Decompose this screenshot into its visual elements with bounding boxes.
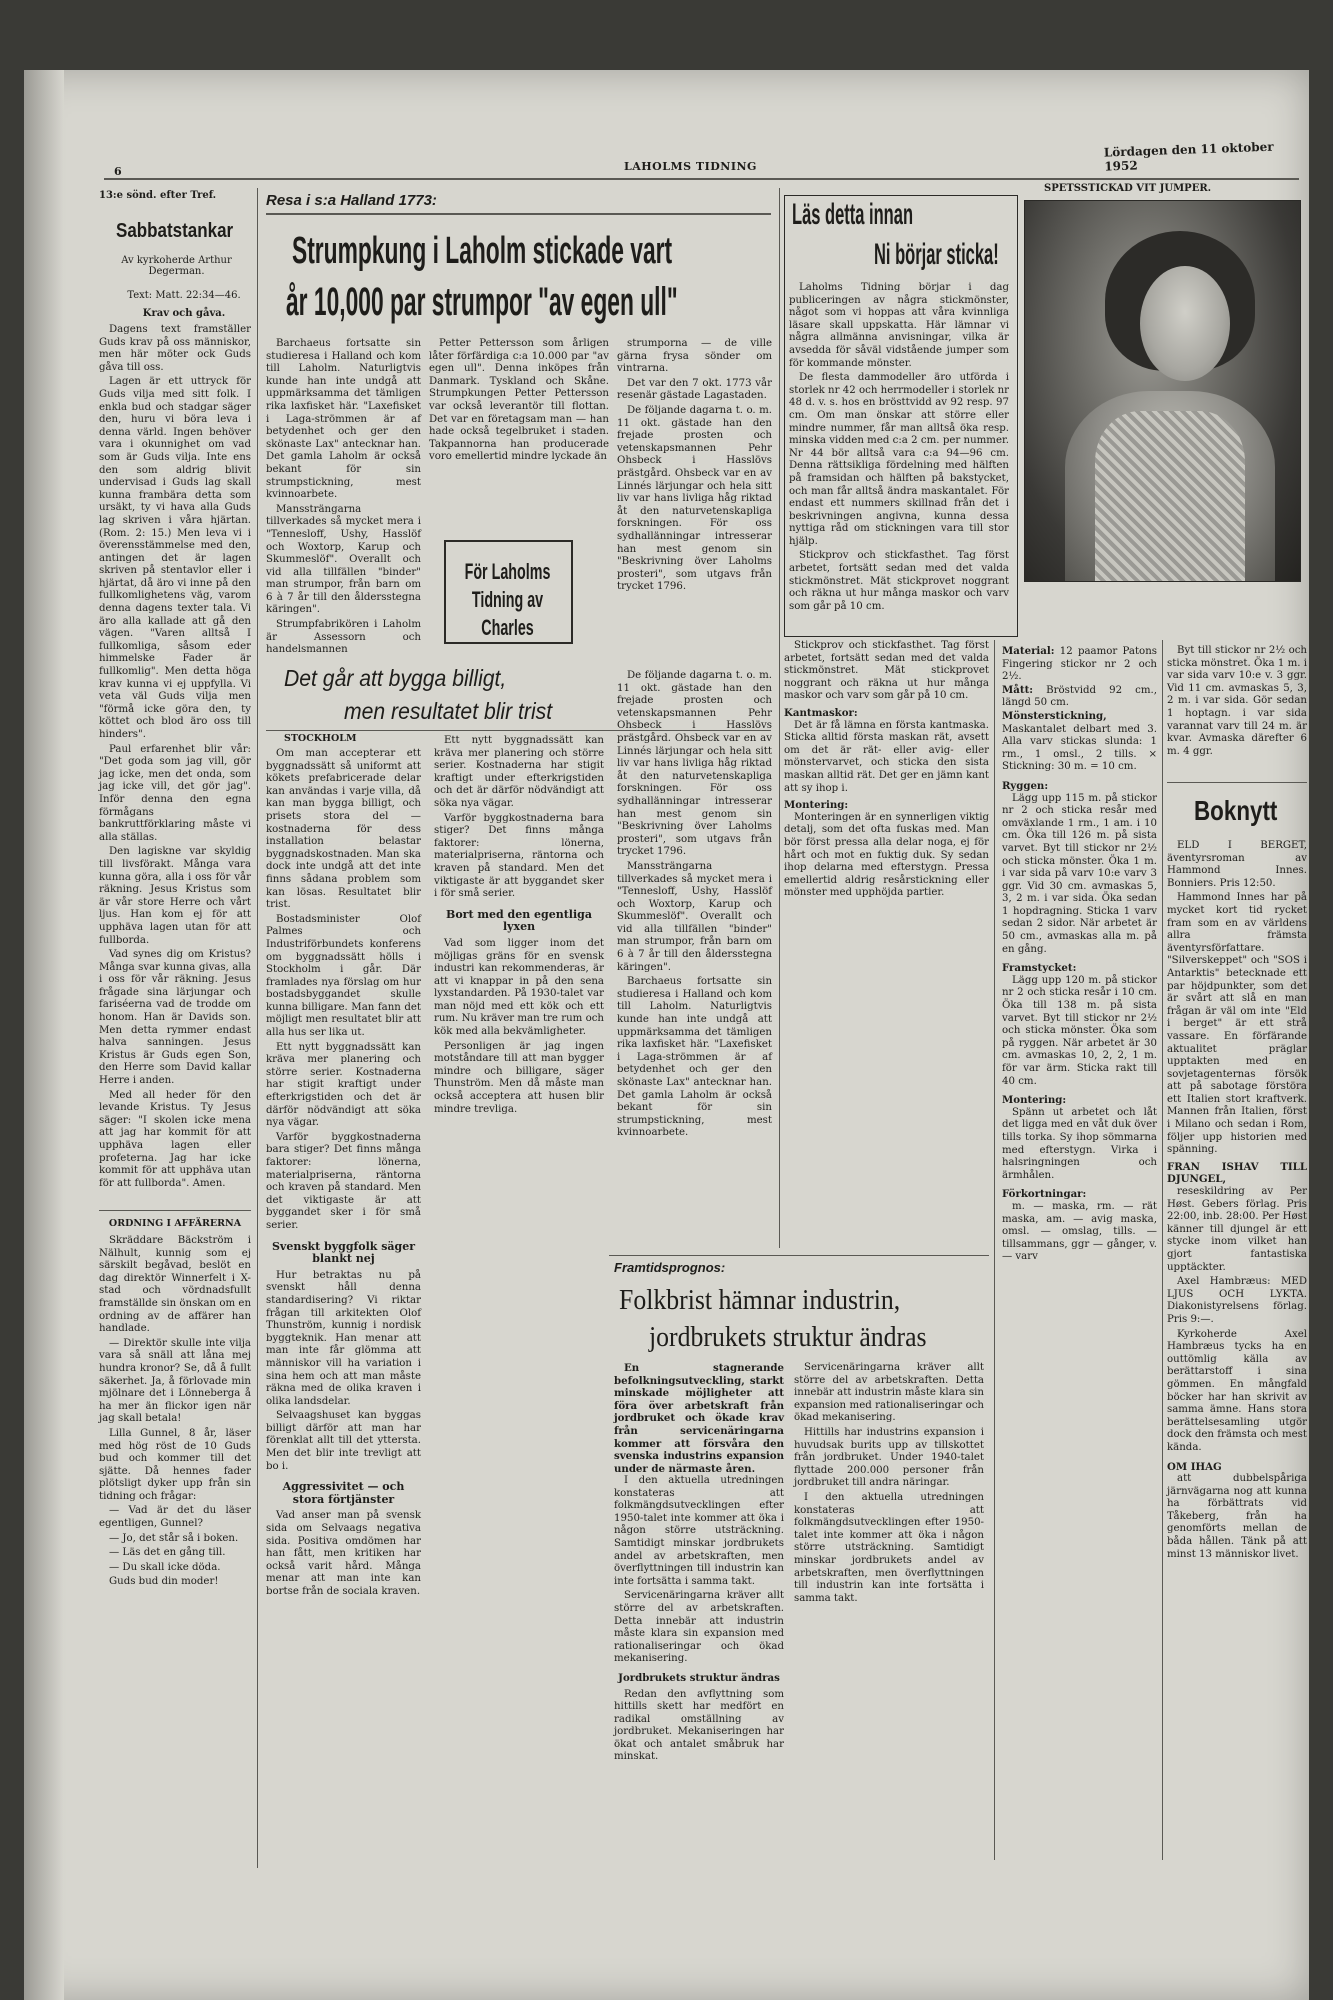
lasdetta-paragraph: De flesta dammodeller äro utförda i storlek nr 42 och herrmodeller i storlek nr 48 d. v. s. hos en brösttvidd av 92 resp. 97 cm. Om man önskar att större eller mindre nummer, får man alltså öka resp. minska vidden med c:a 2 cm. per nummer. Nr 44 bör alltså vara c:a 94—96 cm. Denna rättsikliga fördelning med hälften på framsidan och hälften på bakstycket, och man får alltså ändra maskantalet. För endast ett nummers skillnad från det i beskrivningen angivna, kunna dessa nyttiga råd om stickningen vara till stor hjälp. xyxy=(789,372,1009,547)
ordning-body xyxy=(99,1235,251,1835)
strump-paragraph: Petter Pettersson som årligen låter förfärdiga c:a 10.000 par "av egen ull". Denna inköpes från Danmark. Tyskland och Skåne. Strumpkungen Petter Pettersson var också leverantör till flottan. Det var en företagsam man — han hade också tegelbruket i staden. Takpannorna han producerade voro emellertid mindre lyckade än xyxy=(429,338,609,463)
jumper-right-text xyxy=(1167,645,1307,775)
bygga-col-1 xyxy=(266,748,421,1858)
sabbat-paragraph: Paul erfarenhet blir vår: "Det goda som jag vill, gör jag icke, men det onda, som jag icke vill, det gör jag". Inför denna den egna förmågans bankruttförklaring måste vi alla ställas. xyxy=(99,743,251,843)
bygga-paragraph: Varför byggkostnaderna bara stiger? Det finns många faktorer: lönerna, materialpriserna, räntorna och kraven på standard. Men det viktigaste är att byggandet sker i för små serier. xyxy=(266,1131,421,1231)
newspaper-page xyxy=(24,70,1309,2000)
lasdetta-paragraph: Laholms Tidning börjar i dag publiceringen av några stickmönster, något som vi hoppas att våra kvinnliga läsare skall uppskatta. Här lämnar vi några allmänna anvisningar, vilka är avsedda för såväl vidstående jumper som för kommande mönster. xyxy=(789,282,1009,369)
column-rule xyxy=(994,640,995,1860)
framtid-kicker: Framtidsprognos: xyxy=(614,1260,726,1275)
strump-paragraph: Strumpfabrikören i Laholm är Assessorn och handelsmannen xyxy=(266,619,421,656)
boknytt-rule xyxy=(1167,782,1307,783)
sabbat-paragraph: Dagens text framställer Guds krav på oss människor, men här möter ock Guds gåva till oss. xyxy=(99,324,251,373)
material-heading: Material: xyxy=(1002,645,1055,657)
framtid-col-2 xyxy=(794,1362,984,1852)
monster-heading: Mönsterstickning, xyxy=(1002,709,1107,722)
bygga-subhead-3: Bort med den egentliga lyxen xyxy=(446,907,592,934)
sabbat-kicker: 13:e sönd. efter Tref. xyxy=(99,190,217,201)
jumper-montering-heading: Montering: xyxy=(1002,1094,1067,1107)
ordning-paragraph: — Du skall icke döda. xyxy=(109,1561,221,1573)
strump-paragraph: Barchaeus fortsatte sin studieresa i Halland och kom till Laholm. Naturligtvis kunde han inte undgå att uppmärksamma det tämligen rika laxfisket här. "Laxefisket i Laga-strömmen är af betydenhet och ger den skönaste Lax" antecknar han. Det gamla Laholm är också bekant för sin strumpstickning, mest kvinnoarbete. xyxy=(266,338,421,501)
sabbat-text-ref: Text: Matt. 22:34—46. xyxy=(127,290,241,301)
ordning-paragraph: Lilla Gunnel, 8 år, läser med hög röst de 10 Guds bud och kommer till det sjätte. Då hennes fader plötsligt dyker upp från sin tidning och frågar: xyxy=(99,1427,251,1502)
jumper-instructions xyxy=(1002,645,1157,1855)
lasdetta-title-2: Ni börjar sticka! xyxy=(874,238,999,271)
framtid-paragraph: Servicenäringarna kräver allt större del av arbetskraften. Detta innebär att industrin måste klara sin expansion med rationaliseringar och ökad mekanisering. xyxy=(614,1590,784,1665)
column-rule xyxy=(1162,640,1163,1860)
jumper-right-paragraph: Byt till stickor nr 2½ och sticka mönstret. Öka 1 m. i var sida varv 10:e v. 3 ggr. Vid 11 cm. avmaskas 5, 3, 2 m. i var sida. Gör sedan 1 hoptagn. i var sida varannat varv till 24 m. är kvar. Avmaska därefter 6 m. 4 ggr. xyxy=(1167,645,1307,757)
jumper-montering-text: Spänn ut arbetet och låt det ligga med en våt duk över tills torka. Sy ihop sömmarna med efterstygn. Virka i halsringningen och ärmhålen. xyxy=(1002,1106,1157,1181)
masthead-rule xyxy=(104,178,1299,180)
ordning-paragraph: — Direktör skulle inte vilja vara så snäll att låna mej hundra kronor? Se, då å fullt säkerhet. Ja, å förlovade min mjölnare det i Lönneberga å ha mer än flickor igen när jag skall betala! xyxy=(99,1337,251,1425)
strump-paragraph: Det var den 7 okt. 1773 vår resenär gästade Lagastaden. xyxy=(617,377,772,402)
forkortningar-heading: Förkortningar: xyxy=(1002,1188,1087,1201)
strump-col-1 xyxy=(266,338,421,656)
sabbat-paragraph: Den lagiskne var skyldig till livsförakt. Många vara kunna göra, alla i oss för vår räkning. Jesus Kristus som är vår store Herre och vårt ljus. Han kom ej för att upphäva lagen utan för att fullborda. xyxy=(99,846,251,946)
framtid-rule xyxy=(609,1255,989,1256)
framtid-subhead: Jordbrukets struktur ändras xyxy=(618,1671,780,1684)
strump-headline-1: Strumpkung i Laholm stickade vart xyxy=(292,230,673,272)
om-ihag-text: att dubbelspåriga järnvägarna nog att kunna ha förbättrats vid Tåkeberg, från ha genomförts mellan de båda hållen. Tänk på att minst 13 människor livet. xyxy=(1167,1473,1307,1560)
page-number: 6 xyxy=(114,165,122,178)
ryggen-text: Lägg upp 115 m. på stickor nr 2 och sticka resår med omväxlande 1 rm., 1 am. i 10 cm. Öka till 126 m. på sista varvet. Byt till stickor nr 2½ och sticka mönster. Öka 1 m. i var sida på varv 10:e varv 3 ggr. Vid 30 cm. avmaskas 5, 3, 2 m. i var sida. Öka sedan 1 hopdragning. Sticka 1 varv sedan 2 sidor. När arbetet är 50 cm., avmaskas alla m. på en gång. xyxy=(1002,792,1157,955)
strump-insert-title: För Laholms Tidning av Charles xyxy=(464,559,551,640)
bygga-headline-1: Det går att bygga billigt, xyxy=(284,665,507,691)
ishav-title: FRAN ISHAV TILL DJUNGEL, xyxy=(1167,1160,1307,1186)
bygga-paragraph: Ett nytt byggnadssätt kan kräva mer planering och större serier. Kostnaderna har stigit kraftigt under efterkrigstiden och det är därför nödvändigt att söka nya vägar. xyxy=(434,735,604,809)
strump-paragraph: De följande dagarna t. o. m. 11 okt. gästade han den frejade prosten och vetenskapsmannen Pehr Ohsbeck i Hasslövs prästgård. Ohsbeck var en av Linnés lärjungar och hela sitt liv var hans livliga håg riktad åt den naturvetenskapliga forskningen. För oss sydhallänningar intresserar han mest genom sin "Beskrivning över Laholms prosteri", som utgavs från trycket 1796. xyxy=(617,670,772,858)
strump-kicker-rule xyxy=(266,213,771,215)
strump-headline-2: år 10,000 par strumpor "av egen ull" xyxy=(286,280,678,324)
boknytt-paragraph: Axel Hambræus: MED LJUS OCH LYKTA. Diakonistyrelsens förlag. Pris 9:—. xyxy=(1167,1276,1307,1325)
om-ihag-title: OM IHAG xyxy=(1167,1460,1222,1473)
framtid-paragraph: Redan den avflyttning som hittills skett har medfört en radikal omställning av jordbruket. Mekaniseringen har ökat och antalet småbruk har minskat. xyxy=(614,1688,784,1763)
framtid-lead-text: En stagnerande befolkningsutveckling, starkt minskade möjligheter att föra över arbetskraft från jordbruket och ökade krav från servicenäringarna kommer att försvåra den svenska industrins expansion under de närmaste åren. xyxy=(614,1362,784,1475)
bygga-paragraph: Varför byggkostnaderna bara stiger? Det finns många faktorer: lönerna, materialpriserna, räntorna och kraven på standard. Men det viktigaste är att byggandet sker i för små serier. xyxy=(434,812,604,900)
framtid-headline-1: Folkbrist hämnar industrin, xyxy=(619,1285,901,1316)
sabbat-subhead: Krav och gåva. xyxy=(142,308,226,319)
framtid-lead xyxy=(614,1362,784,1475)
jumper-photo xyxy=(1024,200,1301,582)
boknytt-title: Boknytt xyxy=(1194,795,1278,826)
bygga-subhead-2: Aggressivitet — och stora förtjänster xyxy=(282,1480,405,1506)
bygga-paragraph: Selvaagshuset kan byggas billigt därför att man har förenklat allt till det yttersta. Men det blir inte trevligt att bo i. xyxy=(266,1410,421,1472)
strump-paragraph: strumporna — de ville gärna frysa sönder om vintrarna. xyxy=(617,338,772,375)
bygga-paragraph: Bostadsminister Olof Palmes och Industriförbundets konferens om byggnadssätt hölls i Stockholm i går. Där framlades nya förslag om hur bostadsbyggandet skulle kunna billigare. Man fann det möjligt men resultatet blir att alla hus ser lika ut. xyxy=(266,913,421,1039)
material-text: 12 paamor Patons Fingering stickor nr 2 och 2½. xyxy=(1002,646,1157,683)
lasdetta-paragraph: Stickprov och stickfasthet. Tag först arbetet, fortsätt sedan med det valda stickmönstret. Mät stickprovet noggrant och räkna ut hur många maskor och varv som går på 10 cm. xyxy=(789,550,1009,612)
sabbat-paragraph: Vad synes dig om Kristus? Många svar kunna givas, alla i oss för vår räkning. Jesus frågade sina lärjungar och fariséerna vad de trodde om honom. Han är Davids son. Men detta rymmer endast halva sanningen. Jesus Kristus är Guds egen Son, den Herre som David kallar Herre i anden. xyxy=(99,949,251,1087)
bygga-headline-2: men resultatet blir trist xyxy=(344,698,553,724)
jumper-caption: SPETSSTICKAD VIT JUMPER. xyxy=(1044,183,1212,194)
bygga-dateline: STOCKHOLM xyxy=(284,733,357,744)
framstycket-text: Lägg upp 120 m. på stickor nr 2 och sticka resår i 10 cm. Öka till 138 m. på sista varvet. Byt till stickor nr 2½ och sticka mönster. Öka som på ryggen. När arbetet är 30 cm. avmaskas 10, 2, 2, 1 m. för var ärm. Sticka rakt till 40 cm. xyxy=(1002,974,1157,1087)
masthead-paper: LAHOLMS TIDNING xyxy=(624,160,757,173)
strump-kicker: Resa i s:a Halland 1773: xyxy=(266,192,437,209)
sabbat-body xyxy=(99,324,251,1204)
framtid-paragraph: I den aktuella utredningen konstateras att folkmängdsutvecklingen efter 1950-talet inte kommer att öka i någon större utsträckning. Samtidigt minskar jordbrukets andel av arbetskraften, men överflyttningen till industrin kan inte fortsätta i samma takt. xyxy=(794,1491,984,1604)
boknytt-body xyxy=(1167,840,1307,1820)
lasdetta-body xyxy=(789,282,1009,632)
framtid-paragraph: Servicenäringarna kräver allt större del av arbetskraften. Detta innebär att industrin måste klara sin expansion med rationaliseringar och ökad mekanisering. xyxy=(794,1362,984,1424)
strump-col-3-cont xyxy=(617,670,772,1245)
column-rule xyxy=(779,188,780,1248)
masthead-date: Lördagen den 11 oktober 1952 xyxy=(1103,139,1274,174)
lasdetta-montering-heading: Montering: xyxy=(784,799,849,812)
page-fold xyxy=(24,70,64,2000)
boknytt-paragraph: Hammond Innes har på mycket kort tid rycket fram som en av världens allra främsta äventyrsförfattare. "Silverskeppet" och "SOS i Antarktis" betecknade ett par höjdpunkter, som det är svårt att slå en man frågan är väl om inte "Eld i berget" är ett strå vassare. En förfärande aktualitet präglar upptakten med en sovjetagenternas försök att på sabotage förstöra ett Italien stort kraftverk. Mannen från Italien, först i Milano och sedan i Rom, följer upp historien med spänning. xyxy=(1167,892,1307,1156)
lasdetta-montering-text: Monteringen är en synnerligen viktig detalj, som det ofta fuskas med. Man bör först pressa alla delar noga, ej för hårt och mot en fuktig duk. Sy sedan ihop delarna med efterstygn. Pressa emellertid aldrig resårstickning eller mönster med upphöjda partier. xyxy=(784,811,989,899)
matt-heading: Mått: xyxy=(1002,683,1034,696)
ishav-text: reseskildring av Per Høst. Gebers förlag. Pris 22:00, inb. 28:00. Per Høst känner till djungel är ett stycke inom vilket han gjort fantastiska upptäckter. xyxy=(1167,1186,1307,1273)
kantmaskor-heading: Kantmaskor: xyxy=(784,706,858,719)
strump-col-2 xyxy=(429,338,609,538)
lasdetta-title-1: Läs detta innan xyxy=(792,198,914,231)
framstycket-heading: Framstycket: xyxy=(1002,962,1077,975)
ordning-paragraph: — Läs det en gång till. xyxy=(109,1547,226,1559)
ordning-title: ORDNING I AFFÄRERNA xyxy=(108,1218,242,1229)
photo-face xyxy=(1140,266,1230,381)
bygga-paragraph: Vad som ligger inom det möjligas gräns för en svensk industri kan rekommenderas, är att vi knappar in på den sena lyxstandarden. På 1930-talet var man nöjd med ett kök och ett rum. Nu kräver man tre rum och kök med alla bekvämligheter. xyxy=(434,937,604,1038)
bygga-col-2 xyxy=(434,735,604,1855)
ordning-paragraph: — Vad är det du läser egentligen, Gunnel? xyxy=(99,1505,251,1530)
bygga-paragraph: Vad anser man på svensk sida om Selvaags negativa sida. Positiva omdömen har han fått, men kritiken har också varit hård. Många menar att man inte kan bortse från de sociala kraven. xyxy=(266,1510,421,1597)
strump-paragraph: De följande dagarna t. o. m. 11 okt. gästade han den frejade prosten och vetenskapsmannen Pehr Ohsbeck i Hasslövs prästgård. Ohsbeck var en av Linnés lärjungar och hela sitt liv var hans livliga håg riktad åt den naturvetenskapliga forskningen. För oss sydhallänningar intresserar han mest genom sin "Beskrivning över Laholms prosteri", som utgavs från trycket 1796. xyxy=(617,404,772,593)
column-rule xyxy=(257,188,258,1868)
sabbat-paragraph: Lagen är ett uttryck för Guds vilja med sitt folk. I enkla bud och stadgar säger den, huru vi böra leva i denna värld. Ingen behöver vara i okunnighet om vad som är Guds vilja. Inte ens den som aldrig blivit undervisad i Guds lag skall kunna frambära detta som ursäkt, ty vi hava alla Guds lag skriven i våra hjärtan. (Rom. 2: 15.) Men leva vi i överensstämmelse med den, antingen det är lagen skriven på stentavlor eller i hjärtat, då äro vi inne på den fullkomlighetens väg, varom denna dagens texter tala. Vi äro alla kallade att gå den vägen. "Varen alltså I fullkomliga, såsom eder himmelske Fader är fullkomlig". Men detta höga krav kunna vi ej uppfylla. Vi veta väl Guds vilja men "förmå icke göra den, ty köttet och blod äro oss till hinders". xyxy=(99,376,251,740)
ryggen-heading: Ryggen: xyxy=(1002,779,1049,792)
framtid-paragraph: I den aktuella utredningen konstateras att folkmängdsutvecklingen efter 1950-talet inte kommer att öka i någon större utsträckning. Samtidigt minskar jordbrukets andel av arbetskraften, men överflyttningen till industrin kan inte fortsätta i samma takt. xyxy=(614,1475,784,1587)
framtid-paragraph: Hittills har industrins expansion i huvudsak burits upp av tillskottet från jordbruket. Under 1940-talet flyttade 200.000 personer från jordbruket till andra näringar. xyxy=(794,1426,984,1489)
ordning-rule xyxy=(99,1210,251,1211)
ordning-paragraph: Skräddare Bäckström i Nälhult, kunnig som ej särskilt begåvad, beslöt en dag direktör Winnerfelt i X-stad och vördnadsfullt framställde sin önskan om en ordning av de affärer han handlade. xyxy=(99,1235,251,1335)
monster-text: Maskantalet delbart med 3. Alla varv stickas slunda: 1 rm., 1 omsl., 2 tills. × Stickning: 30 m. = 10 cm. xyxy=(1002,723,1157,773)
ordning-paragraph: — Jo, det står så i boken. xyxy=(109,1532,239,1544)
bygga-paragraph: Personligen är jag ingen motståndare till att man bygger mindre och billigare, säger Thunström. Men då måste man också acceptera att husen blir mindre trevliga. xyxy=(434,1040,604,1115)
boknytt-paragraph: ELD I BERGET, äventyrsroman av Hammond Innes. Bonniers. Pris 12:50. xyxy=(1167,840,1307,889)
kantmaskor-text: Det är få lämna en första kantmaska. Sticka alltid första maskan rät, avsett om det är rät- eller avig- eller mönstervarvet, och sticka den sista maskan alltid rät. Det ger en jämn kant att sy ihop i. xyxy=(784,719,989,794)
sabbat-title: Sabbatstankar xyxy=(116,220,234,242)
framtid-headline-2: jordbrukets struktur ändras xyxy=(649,1322,927,1353)
bygga-paragraph: Ett nytt byggnadssätt kan kräva mer planering och större serier. Kostnaderna har stigit kraftigt under efterkrigstiden och det är därför nödvändigt att söka nya vägar. xyxy=(266,1041,421,1129)
forkortningar-text: m. — maska, rm. — rät maska, am. — avig maska, omsl. — omslag, tills. — tillsammans, ggr — gånger, v. — varv xyxy=(1002,1200,1157,1263)
bygga-subhead-1: Svenskt byggfolk säger blankt nej xyxy=(271,1239,416,1266)
strump-paragraph: Manssträngarna tillverkades så mycket mera i "Tennesloff, Ushy, Hasslöf och Woxtorp, Karup och Skummeslöf". Overallt och vid alla tillfällen "binder" man strumpor, från barn om 6 à 7 år till den åldersstegna käringen". xyxy=(617,860,772,973)
sabbat-byline: Av kyrkoherde Arthur Degerman. xyxy=(121,255,232,277)
photo-sweater xyxy=(1095,411,1245,581)
strump-paragraph: Barchaeus fortsatte sin studieresa i Halland och kom till Laholm. Naturligtvis kunde han inte undgå att uppmärksamma det tämligen rika laxfisket här. "Laxefisket i Laga-strömmen är af betydenhet och ger den skönaste Lax" antecknar han. Det gamla Laholm är också bekant för sin strumpstickning, mest kvinnoarbete. xyxy=(617,976,772,1139)
boknytt-paragraph: Kyrkoherde Axel Hambræus tycks ha en outtömlig källa av berättarstoff i sina gömmen. En mångfald böcker har han skrivit av samma ämne. Hans stora berättelsesamling utgör dock den främsta och mest kända. xyxy=(1167,1328,1307,1453)
sabbat-paragraph: Med all heder för den levande Kristus. Ty Jesus säger: "I skolen icke mena att jag har kommit för att upphäva lagen eller profeterna. Jag har icke kommit för att upphäva utan för att fullborda". Amen. xyxy=(99,1089,251,1189)
lasdetta-paragraph: Stickprov och stickfasthet. Tag först arbetet, fortsätt sedan med det valda stickmönstret. Mät stickprovet noggrant och räkna ut hur många maskor och varv som går på 10 cm. xyxy=(784,640,989,702)
bygga-paragraph: Hur betraktas nu på svenskt håll denna standardisering? Vi riktar frågan till arkitekten Olof Thunström, kunnig i nordisk byggteknik. Han menar att man inte får glömma att människor vill ha variation i sina hem och att man måste räkna med de olika kraven i olika landsdelar. xyxy=(266,1269,421,1407)
ordning-paragraph: Guds bud din moder! xyxy=(109,1576,219,1588)
matt-text: Bröstvidd 92 cm., längd 50 cm. xyxy=(1002,684,1157,709)
lasdetta-body-2 xyxy=(784,640,989,1260)
strump-col-3 xyxy=(617,338,772,668)
framtid-col-1 xyxy=(614,1475,784,1855)
strump-paragraph: Manssträngarna tillverkades så mycket mera i "Tennesloff, Ushy, Hasslöf och Woxtorp, Karup och Skummeslöf". Overallt och vid alla tillfällen "binder" man strumpor, från barn om 6 à 7 år till den åldersstegna käringen". xyxy=(266,503,421,616)
bygga-paragraph: Om man accepterar ett byggnadssätt så uniformt att kökets prefabricerade delar kan användas i varje villa, då kan man bygga billigt, och prisets stora del — kostnaderna för dess installation belastar byggnadskostnaden. Man ska dock inte undgå att det inte finns sådana problem som kan lösas. Resultatet blir trist. xyxy=(266,748,421,911)
